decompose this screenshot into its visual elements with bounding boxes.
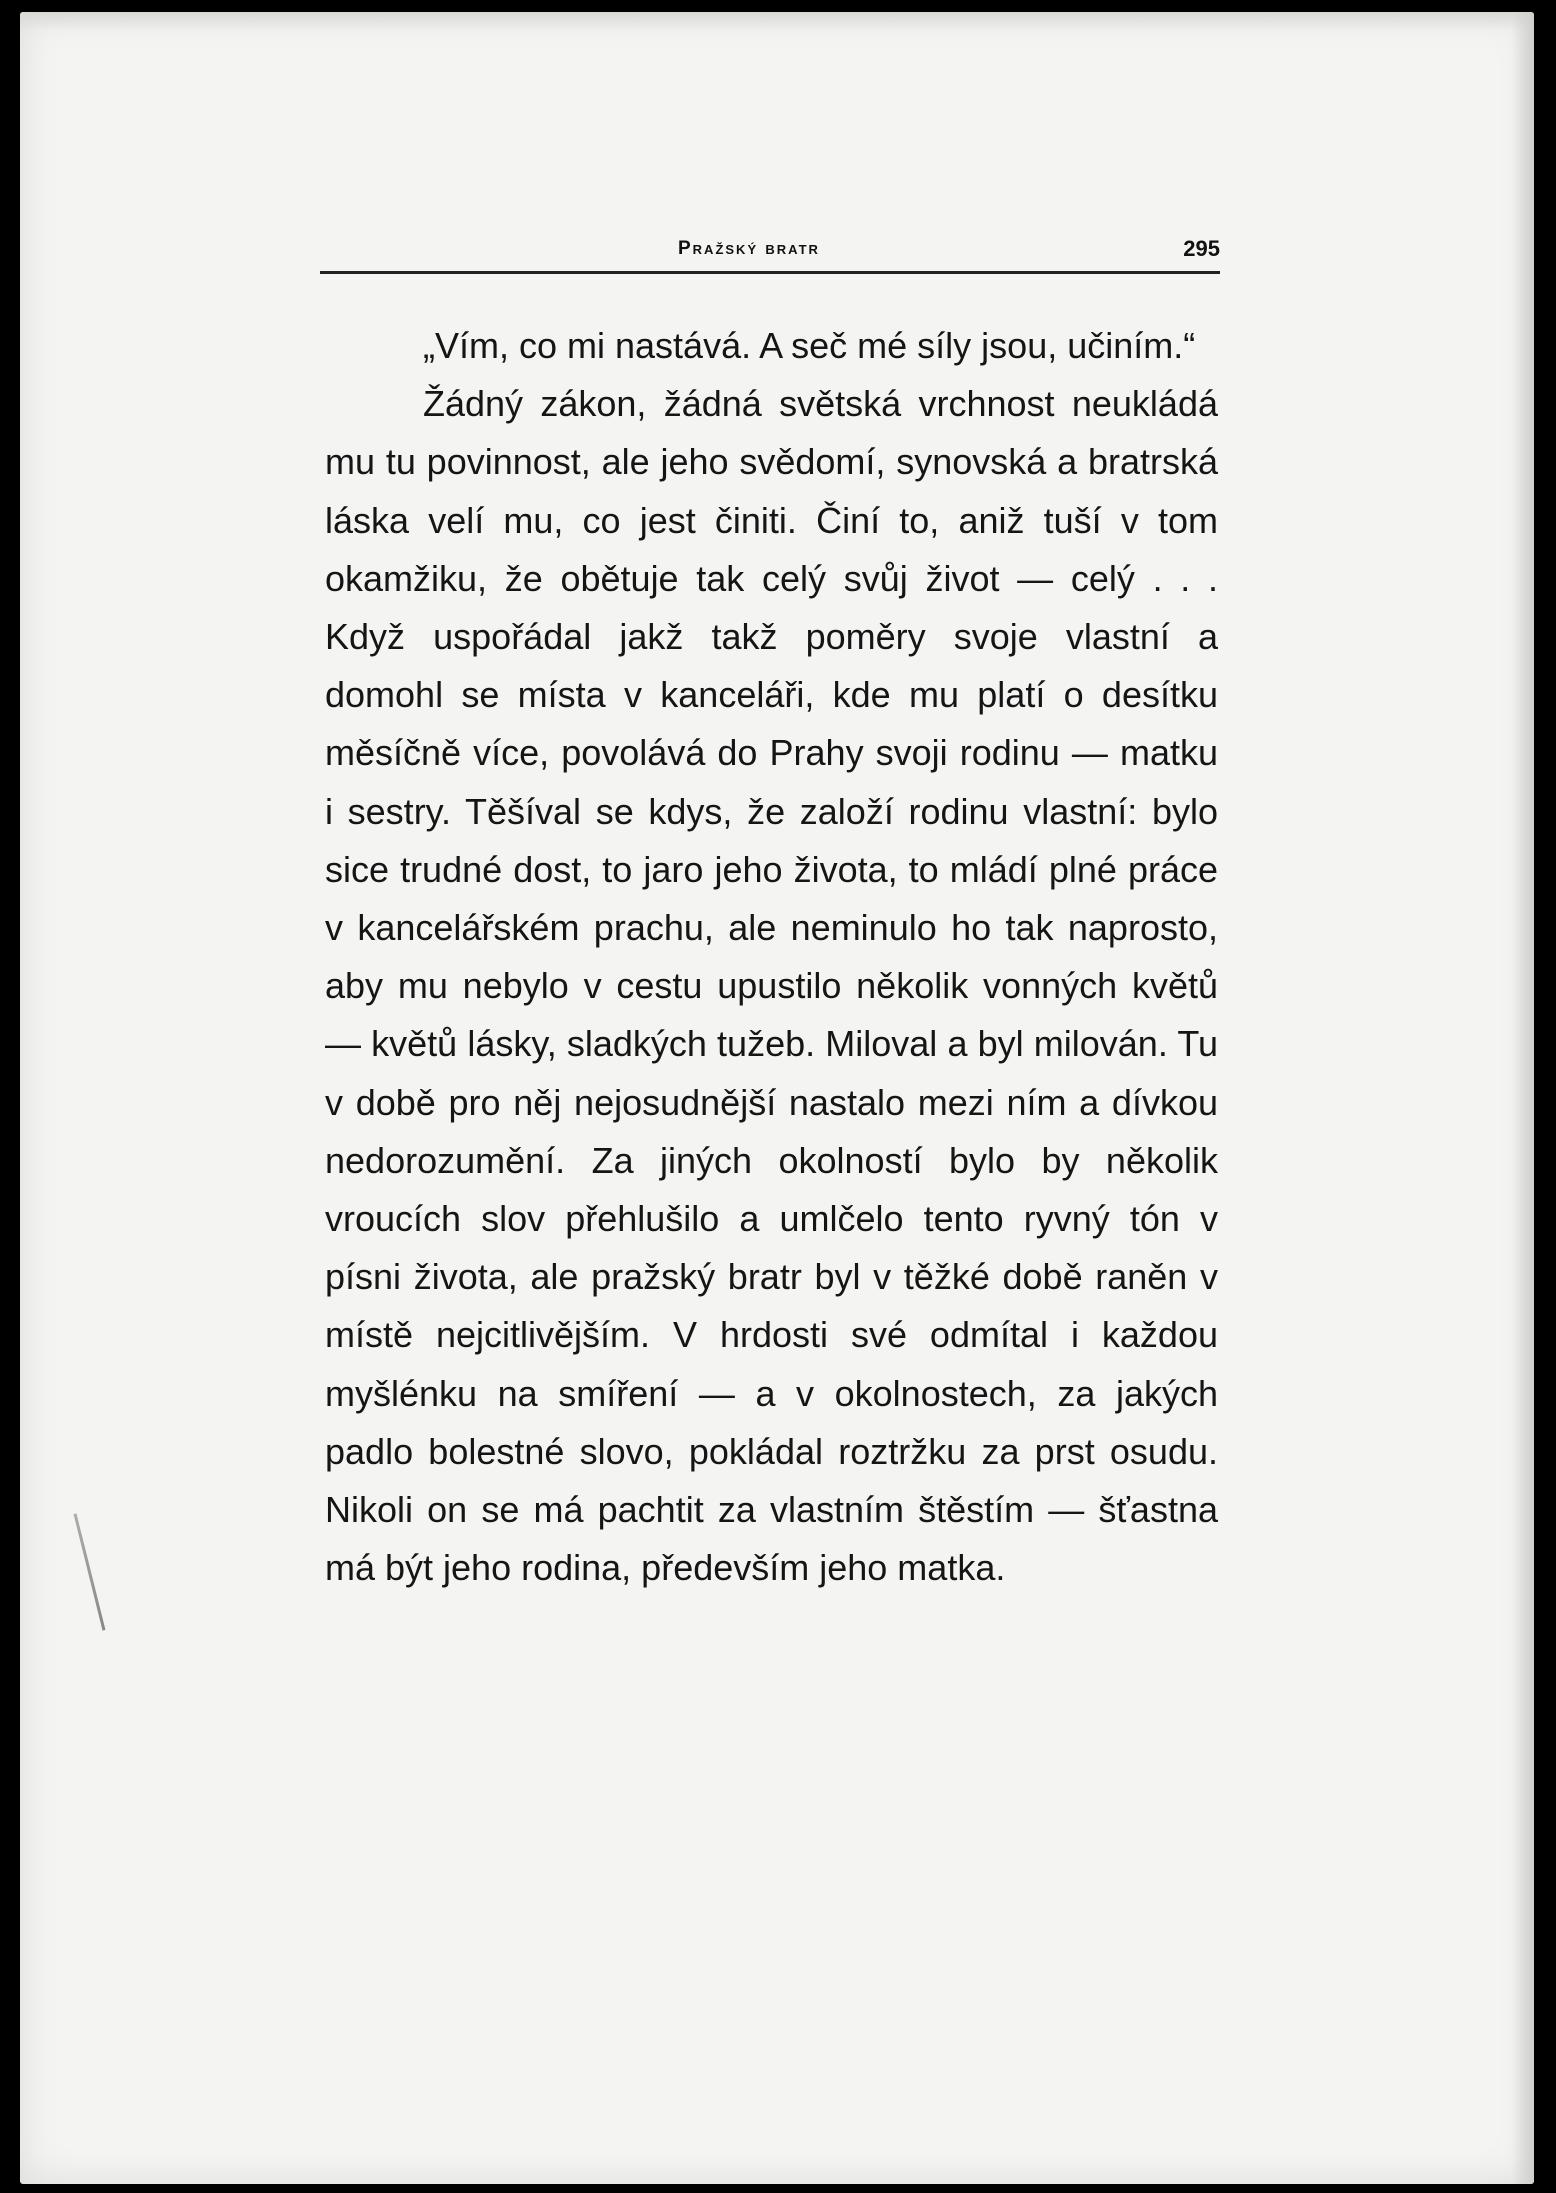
- header-rule: [320, 271, 1220, 274]
- scan-edge-shadow-right: [1512, 12, 1534, 2184]
- body-text: [325, 317, 1218, 1597]
- running-title: Pražský bratr: [678, 238, 820, 259]
- book-page: [20, 12, 1534, 2184]
- margin-pencil-mark: [74, 1513, 106, 1630]
- paragraph-quote: „Vím, co mi nastává. A seč mé síly jsou, učiním.“: [423, 325, 1196, 366]
- scan-edge-shadow-top: [20, 12, 1534, 30]
- paragraph-main: Žádný zákon, žádná světská vrchnost neukládá mu tu povinnost, ale jeho svědomí, synovská a bratrská láska velí mu, co jest činiti. Činí to, aniž tuší v tom okamžiku, že obětuje tak celý svůj život — celý . . . Když uspořádal jakž takž poměry svoje vlastní a domohl se místa v kanceláři, kde mu platí o desítku měsíčně více, povolává do Prahy svoji rodinu — matku i sestry. Těšíval se kdys, že založí rodinu vlastní: bylo sice trudné dost, to jaro jeho života, to mládí plné práce v kancelářském prachu, ale neminulo ho tak naprosto, aby mu nebylo v cestu upustilo několik vonných květů — květů lásky, sladkých tužeb. Miloval a byl milován. Tu v době pro něj nejosudnější nastalo mezi ním a dívkou nedorozumění. Za jiných okolností bylo by několik vroucích slov přehlušilo a umlčelo tento ryvný tón v písni života, ale pražský bratr byl v těžké době raněn v místě nejcitlivějším. V hrdosti své odmítal i každou myšlénku na smíření — a v okolnostech, za jakých padlo bolestné slovo, pokládal roztržku za prst osudu. Nikoli on se má pachtit za vlastním štěstím — šťastna má být jeho rodina, především jeho matka.: [325, 383, 1218, 1589]
- page-header: [320, 232, 1220, 268]
- page-number: 295: [1183, 236, 1220, 261]
